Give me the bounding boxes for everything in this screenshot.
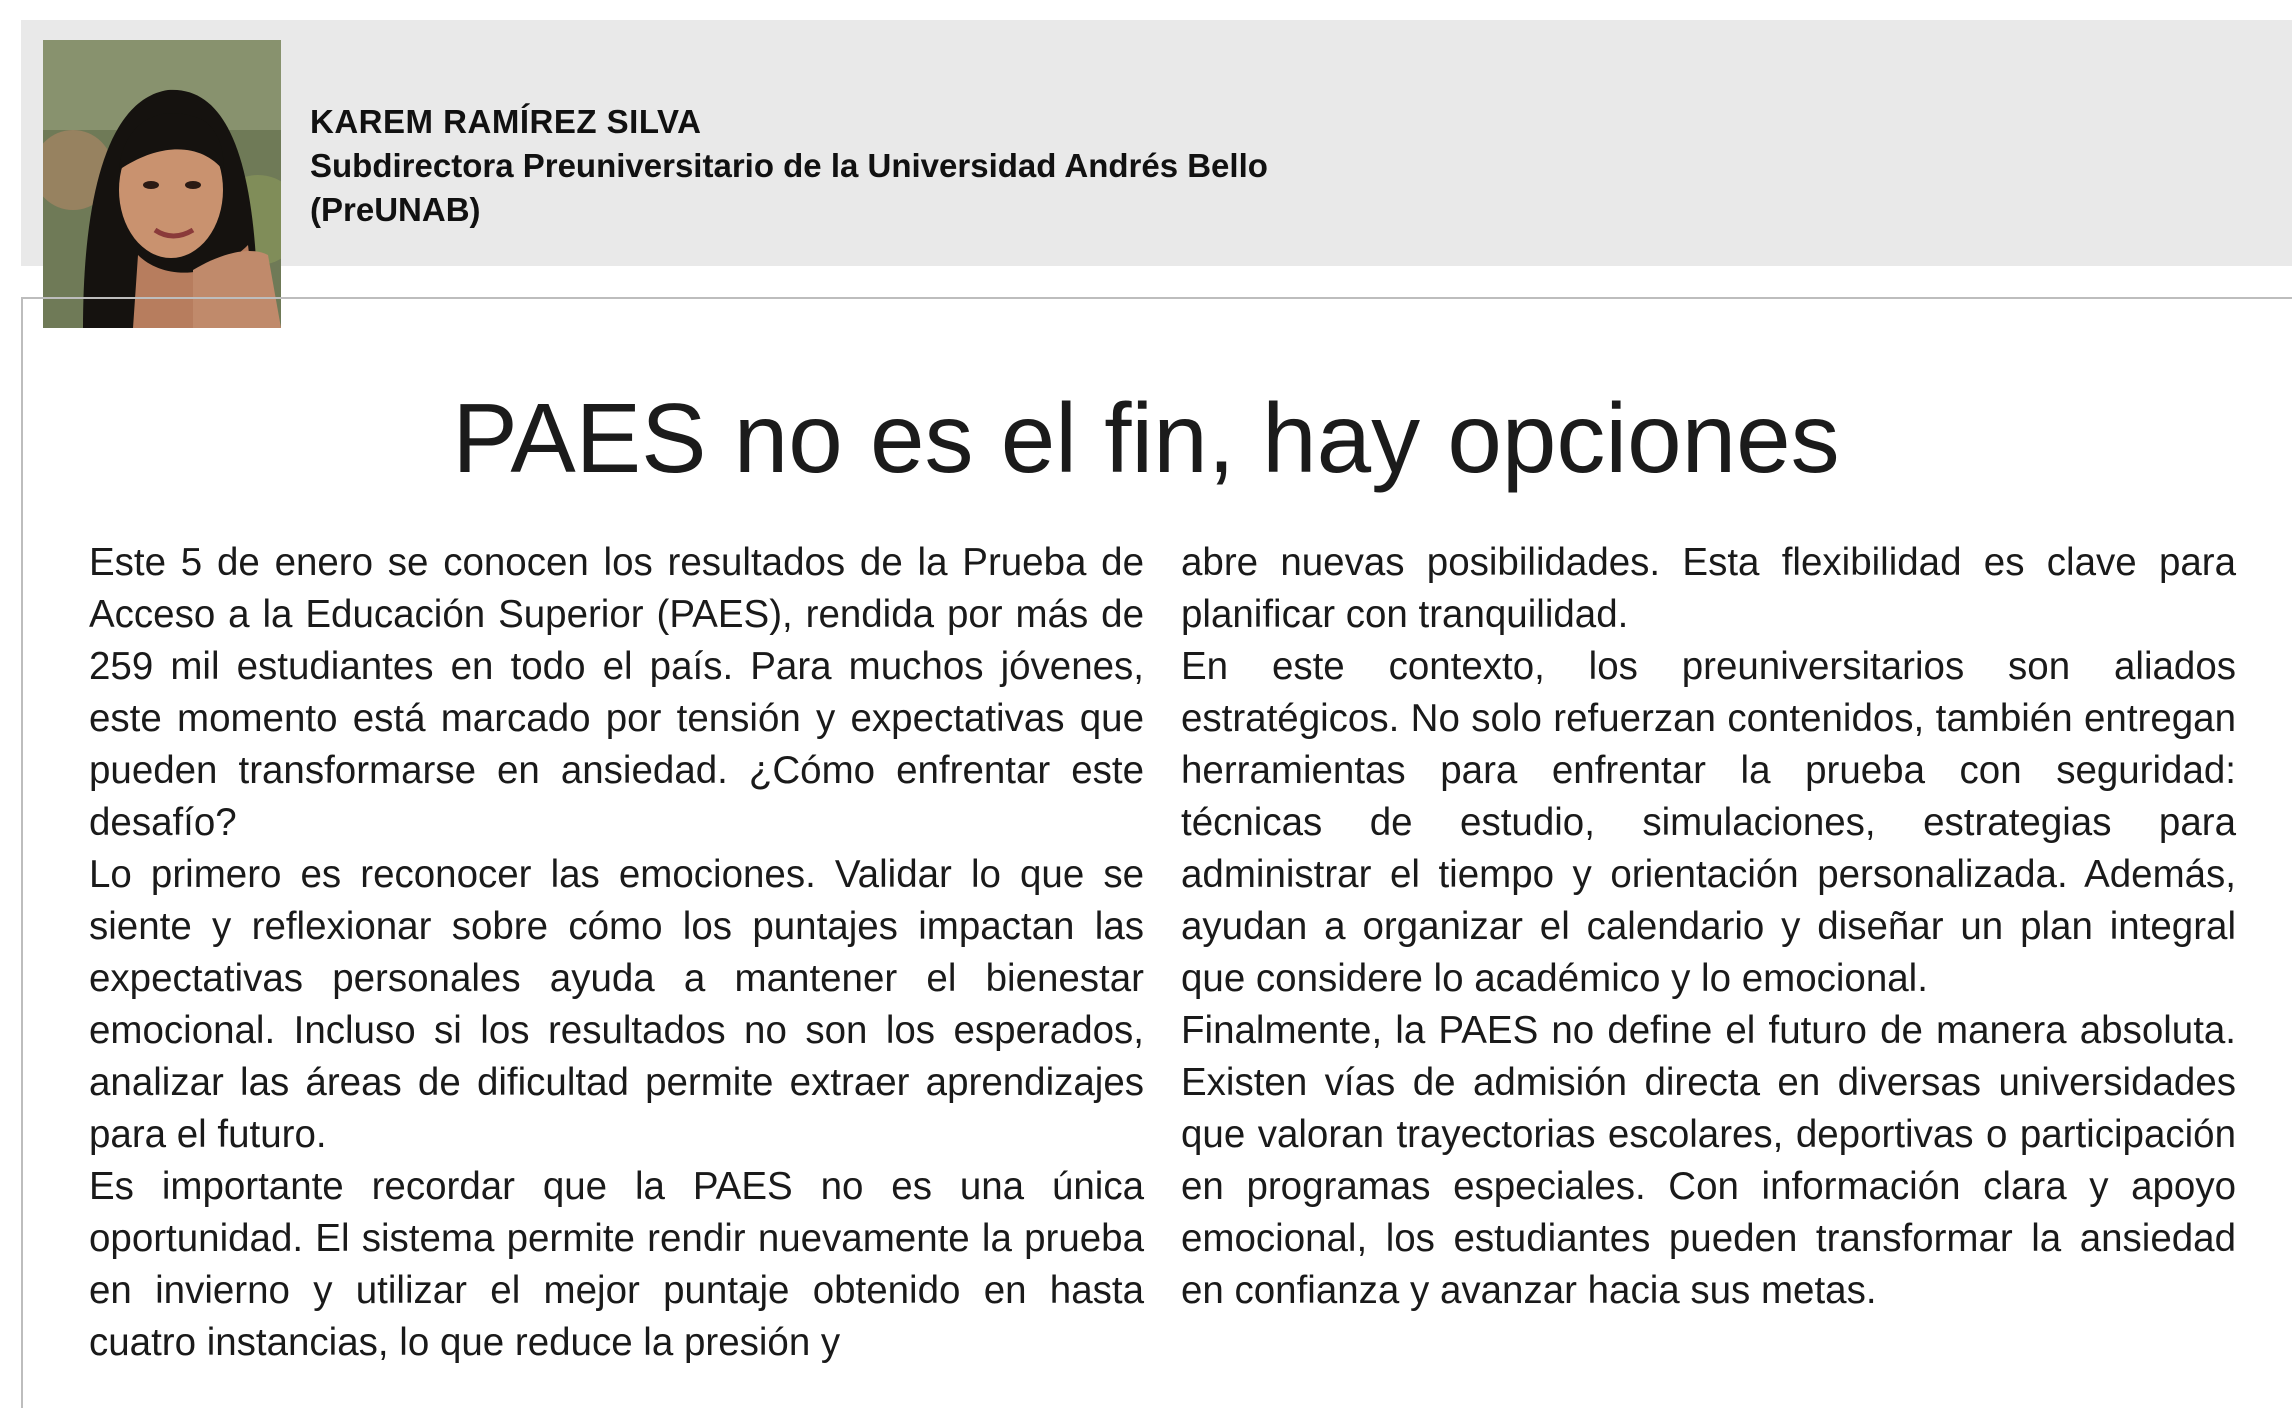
author-role: Subdirectora Preuniversitario de la Universidad Andrés Bello [310,147,1268,184]
article-column-left [89,537,1144,1369]
frame-top-rule [21,297,2292,299]
author-role-org: (PreUNAB) [310,191,481,228]
author-info [310,100,1710,232]
paragraph-3: Es importante recordar que la PAES no es una única oportunidad. El sistema permite rendir nuevamente la prueba en invierno y utilizar el mejor puntaje obtenido en hasta cuatro instancias, lo que reduce la presión y [89,1165,1144,1364]
author-name: KAREM RAMÍREZ SILVA [310,103,702,140]
paragraph-5: Finalmente, la PAES no define el futuro de manera absoluta. Existen vías de admisión directa en diversas universidades que valoran trayectorias escolares, deportivas o participación en programas especiales. Con información clara y apoyo emocional, los estudiantes pueden transformar la ansiedad en confianza y avanzar hacia sus metas. [1181,1009,2236,1312]
article-headline: PAES no es el fin, hay opciones [452,383,1840,493]
paragraph-3-continued: abre nuevas posibilidades. Esta flexibilidad es clave para planificar con tranquilidad. [1181,541,2236,636]
article-column-right [1181,537,2236,1317]
paragraph-4: En este contexto, los preuniversitarios son aliados estratégicos. No solo refuerzan contenidos, también entregan herramientas para enfrentar la prueba con seguridad: técnicas de estudio, simulaciones, estrategias para administrar el tiempo y orientación personalizada. Además, ayudan a organizar el calendario y diseñar un plan integral que considere lo académico y lo emocional. [1181,645,2236,1000]
paragraph-2: Lo primero es reconocer las emociones. Validar lo que se siente y reflexionar sobre cómo los puntajes impactan las expectativas personales ayuda a mantener el bienestar emocional. Incluso si los resultados no son los esperados, analizar las áreas de dificultad permite extraer aprendizajes para el futuro. [89,853,1144,1156]
author-photo [43,40,281,328]
paragraph-1: Este 5 de enero se conocen los resultados de la Prueba de Acceso a la Educación Superior (PAES), rendida por más de 259 mil estudiantes en todo el país. Para muchos jóvenes, este momento está marcado por tensión y expectativas que pueden transformarse en ansiedad. ¿Cómo enfrentar este desafío? [89,541,1144,844]
